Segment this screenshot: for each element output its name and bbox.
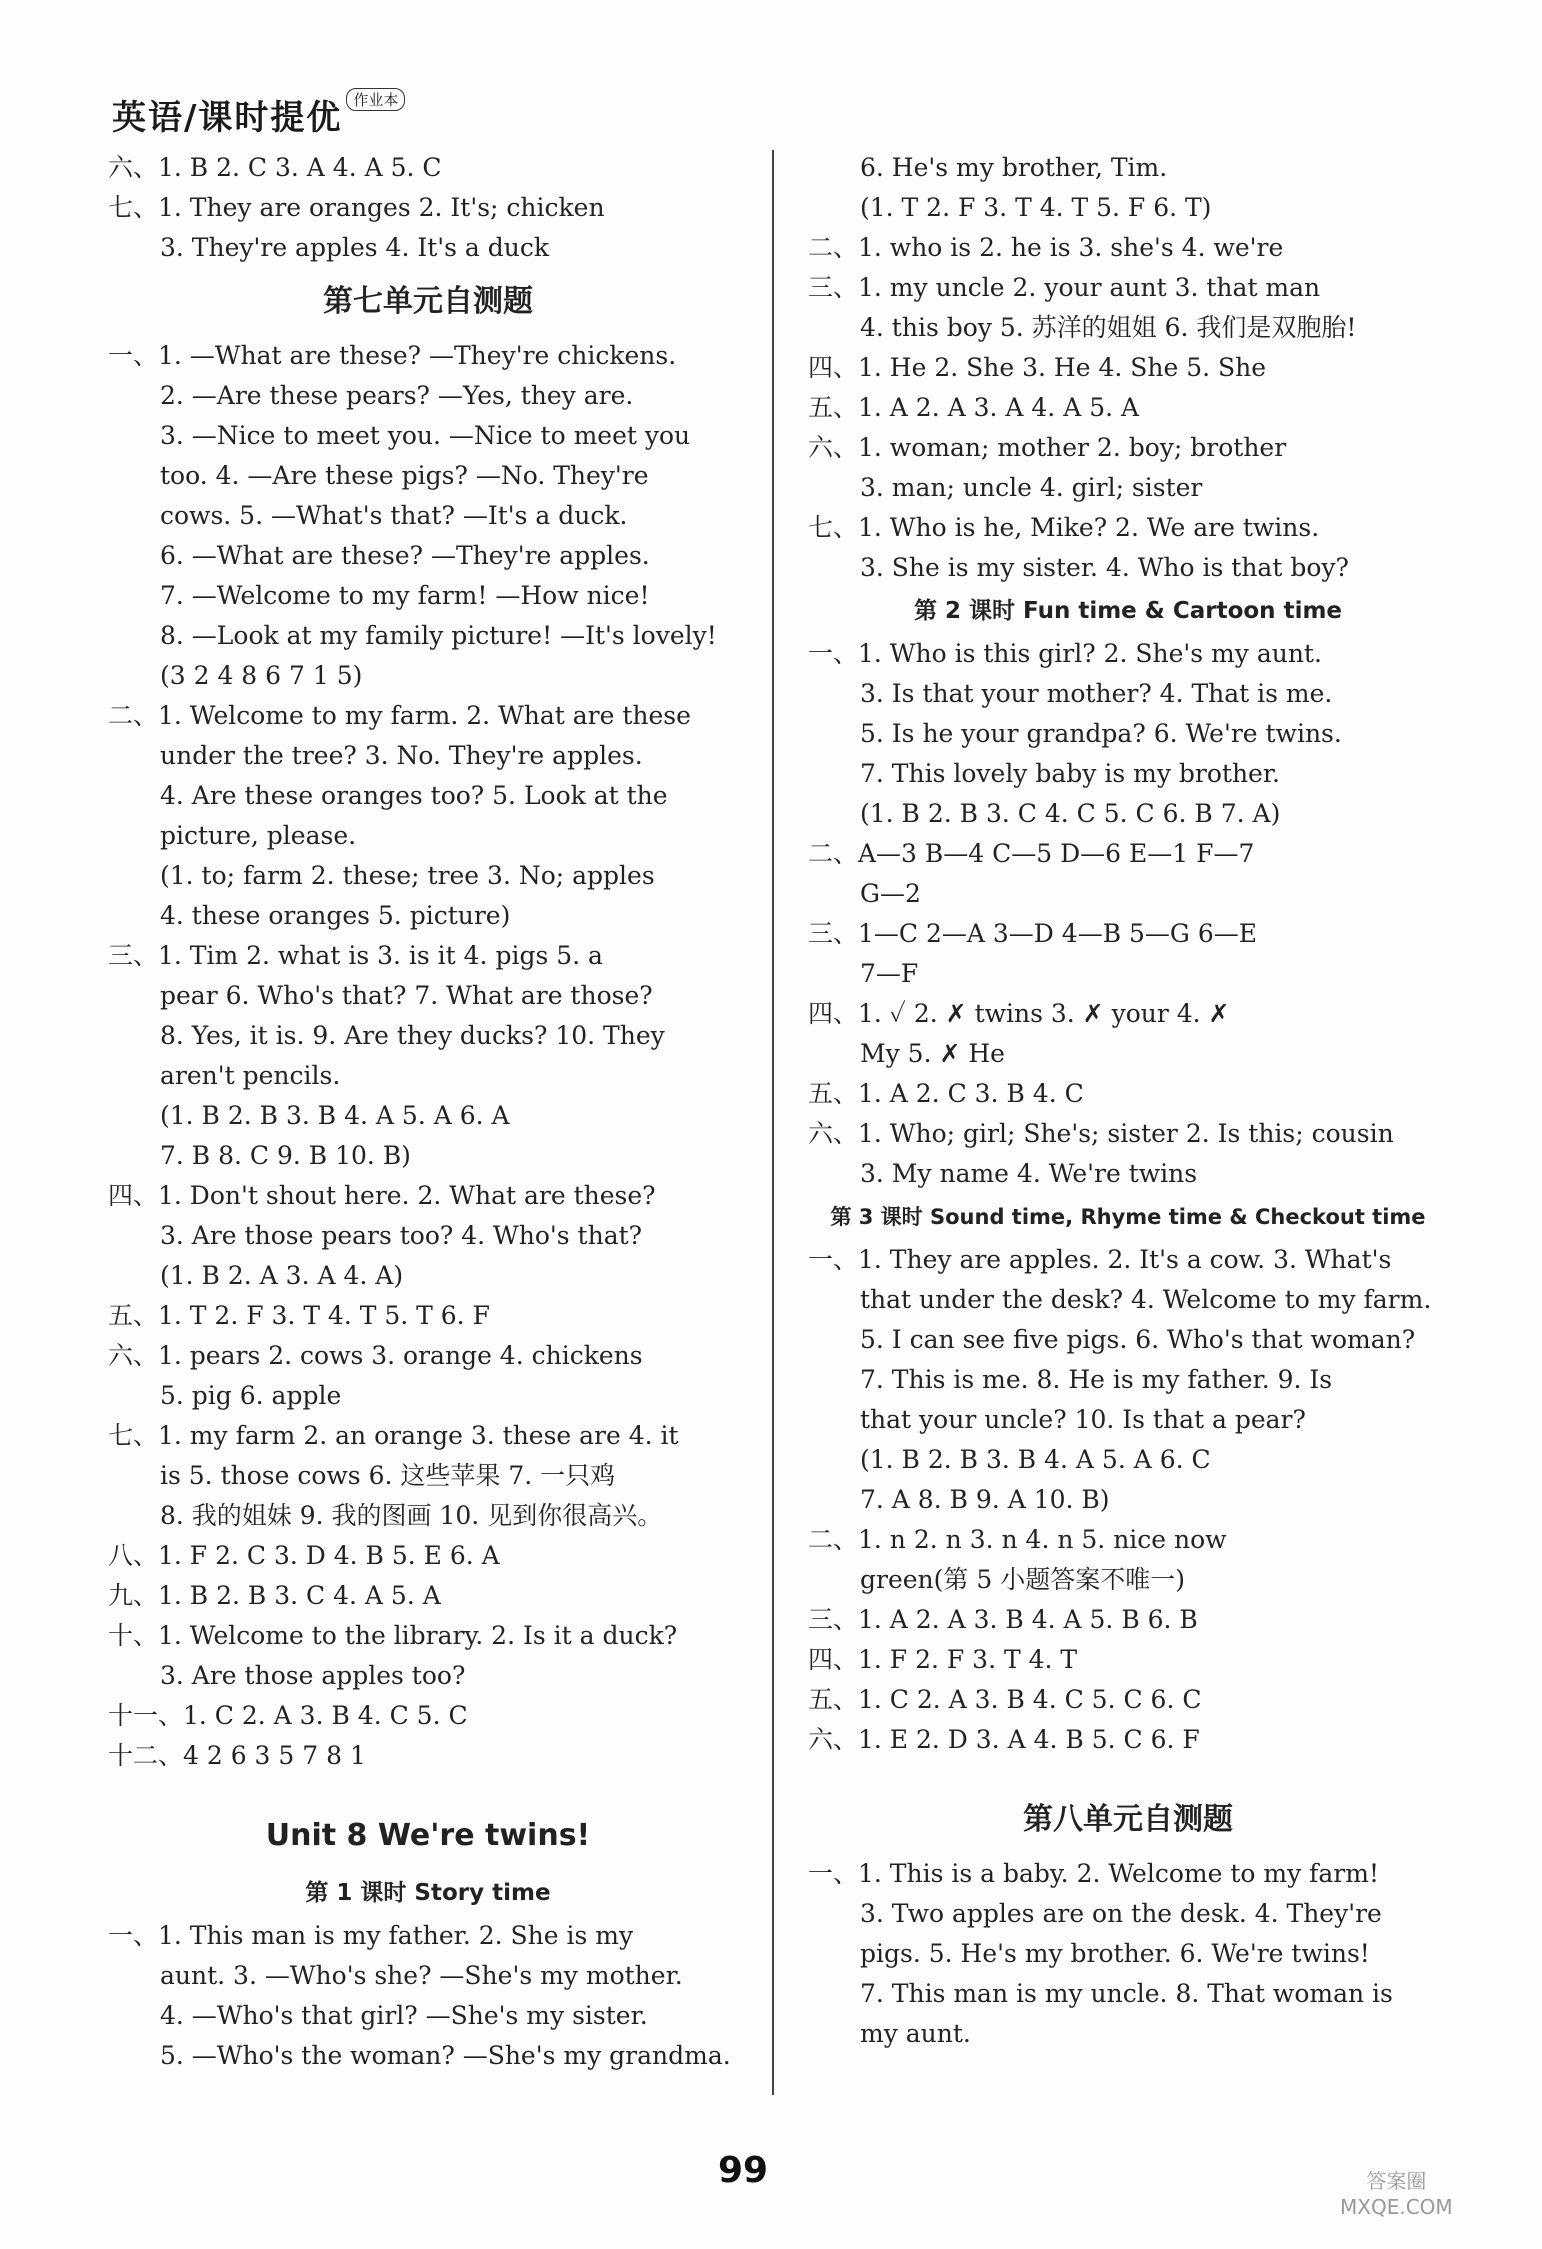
column-divider <box>772 150 774 2095</box>
brand-tag: 作业本 <box>346 88 405 111</box>
answer-line: 二、1. n 2. n 3. n 4. n 5. nice now <box>808 1525 1227 1554</box>
answer-line: 八、1. F 2. C 3. D 4. B 5. E 6. A <box>108 1541 500 1570</box>
answer-line: 7—F <box>860 959 919 988</box>
answer-line: my aunt. <box>860 2019 971 2048</box>
answer-line: that under the desk? 4. Welcome to my farm. <box>860 1285 1432 1314</box>
lesson1-title: 第 1 课时 Story time <box>305 1880 551 1906</box>
answer-line: 4. this boy 5. 苏洋的姐姐 6. 我们是双胞胎! <box>860 313 1357 342</box>
answer-line: too. 4. —Are these pigs? —No. They're <box>160 461 649 490</box>
answer-line: 3. Is that your mother? 4. That is me. <box>860 679 1333 708</box>
answer-line: 5. I can see five pigs. 6. Who's that woman? <box>860 1325 1416 1354</box>
answer-line: 3. She is my sister. 4. Who is that boy? <box>860 553 1349 582</box>
answer-line: (1. B 2. B 3. C 4. C 5. C 6. B 7. A) <box>860 799 1281 828</box>
answer-line: 三、1. Tim 2. what is 3. is it 4. pigs 5. a <box>108 941 603 970</box>
answer-line: 7. This lovely baby is my brother. <box>860 759 1281 788</box>
answer-line: 十二、4 2 6 3 5 7 8 1 <box>108 1741 366 1770</box>
answer-line: (1. B 2. B 3. B 4. A 5. A 6. A <box>160 1101 510 1130</box>
answer-line: aren't pencils. <box>160 1061 341 1090</box>
answer-line: 3. My name 4. We're twins <box>860 1159 1198 1188</box>
answer-line: (1. B 2. B 3. B 4. A 5. A 6. C <box>860 1445 1211 1474</box>
answer-line: 六、1. pears 2. cows 3. orange 4. chickens <box>108 1341 643 1370</box>
answer-line: 六、1. B 2. C 3. A 4. A 5. C <box>108 153 442 182</box>
answer-line: is 5. those cows 6. 这些苹果 7. 一只鸡 <box>160 1461 616 1490</box>
answer-line: 四、1. He 2. She 3. He 4. She 5. She <box>808 353 1267 382</box>
page-number: 99 <box>718 2150 769 2191</box>
answer-line: 五、1. T 2. F 3. T 4. T 5. T 6. F <box>108 1301 490 1330</box>
answer-line: 6. —What are these? —They're apples. <box>160 541 650 570</box>
answer-line: 8. —Look at my family picture! —It's lovely! <box>160 621 717 650</box>
answer-line: G—2 <box>860 879 921 908</box>
answer-line: 6. He's my brother, Tim. <box>860 153 1168 182</box>
answer-line: 4. —Who's that girl? —She's my sister. <box>160 2001 648 2030</box>
answer-line: 8. 我的姐妹 9. 我的图画 10. 见到你很高兴。 <box>160 1501 663 1530</box>
answer-line: picture, please. <box>160 821 357 850</box>
watermark <box>1340 2168 1453 2220</box>
answer-line: green(第 5 小题答案不唯一) <box>860 1565 1185 1594</box>
section-title-test8: 第八单元自测题 <box>1023 1802 1233 1837</box>
answer-line: 七、1. my farm 2. an orange 3. these are 4. it <box>108 1421 679 1450</box>
answer-line: 4. Are these oranges too? 5. Look at the <box>160 781 668 810</box>
answer-line: 3. Are those apples too? <box>160 1661 466 1690</box>
watermark-text: 答案圈 <box>1366 2169 1427 2193</box>
answer-line: pear 6. Who's that? 7. What are those? <box>160 981 653 1010</box>
answer-line: 8. Yes, it is. 9. Are they ducks? 10. They <box>160 1021 665 1050</box>
answer-line: that your uncle? 10. Is that a pear? <box>860 1405 1306 1434</box>
answer-line: 5. pig 6. apple <box>160 1381 342 1410</box>
header-brand <box>112 88 405 139</box>
answer-line: 六、1. woman; mother 2. boy; brother <box>808 433 1287 462</box>
answer-line: 3. Are those pears too? 4. Who's that? <box>160 1221 643 1250</box>
answer-line: pigs. 5. He's my brother. 6. We're twins! <box>860 1939 1370 1968</box>
watermark-url: MXQE.COM <box>1340 2195 1453 2219</box>
answer-line: 一、1. This man is my father. 2. She is my <box>108 1921 634 1950</box>
answer-line: 六、1. E 2. D 3. A 4. B 5. C 6. F <box>808 1725 1200 1754</box>
answer-line: 十一、1. C 2. A 3. B 4. C 5. C <box>108 1701 468 1730</box>
answer-line: 5. —Who's the woman? —She's my grandma. <box>160 2041 731 2070</box>
left-column <box>108 148 748 2076</box>
answer-line: 4. these oranges 5. picture) <box>160 901 511 930</box>
answer-line: 二、A—3 B—4 C—5 D—6 E—1 F—7 <box>808 839 1255 868</box>
answer-line: 三、1. my uncle 2. your aunt 3. that man <box>808 273 1321 302</box>
answer-line: 3. —Nice to meet you. —Nice to meet you <box>160 421 691 450</box>
answer-line: (1. to; farm 2. these; tree 3. No; apples <box>160 861 655 890</box>
answer-line: 7. B 8. C 9. B 10. B) <box>160 1141 411 1170</box>
answer-line: aunt. 3. —Who's she? —She's my mother. <box>160 1961 683 1990</box>
answer-line: 3. man; uncle 4. girl; sister <box>860 473 1203 502</box>
answer-line: 7. —Welcome to my farm! —How nice! <box>160 581 650 610</box>
answer-line: 一、1. Who is this girl? 2. She's my aunt. <box>808 639 1322 668</box>
unit8-title: Unit 8 We're twins! <box>265 1818 591 1853</box>
answer-line: 3. Two apples are on the desk. 4. They're <box>860 1899 1382 1928</box>
answer-line: 四、1. F 2. F 3. T 4. T <box>808 1645 1078 1674</box>
lesson2-title: 第 2 课时 Fun time & Cartoon time <box>913 598 1343 624</box>
answer-line: 5. Is he your grandpa? 6. We're twins. <box>860 719 1342 748</box>
answer-line: 一、1. They are apples. 2. It's a cow. 3. What's <box>808 1245 1392 1274</box>
answer-line: (3 2 4 8 6 7 1 5) <box>160 661 363 690</box>
answer-line: 7. This is me. 8. He is my father. 9. Is <box>860 1365 1333 1394</box>
answer-line: 四、1. Don't shout here. 2. What are these? <box>108 1181 656 1210</box>
answer-line: 2. —Are these pears? —Yes, they are. <box>160 381 634 410</box>
answer-line: 六、1. Who; girl; She's; sister 2. Is this; cousin <box>808 1119 1394 1148</box>
answer-line: 二、1. who is 2. he is 3. she's 4. we're <box>808 233 1284 262</box>
answer-line: My 5. ✗ He <box>860 1039 1005 1068</box>
brand-title: 英语/课时提优 <box>112 98 343 138</box>
answer-line: 五、1. C 2. A 3. B 4. C 5. C 6. C <box>808 1685 1202 1714</box>
answer-line: 三、1—C 2—A 3—D 4—B 5—G 6—E <box>808 919 1257 948</box>
answer-line: 九、1. B 2. B 3. C 4. A 5. A <box>108 1581 441 1610</box>
answer-line: (1. T 2. F 3. T 4. T 5. F 6. T) <box>860 193 1212 222</box>
answer-line: (1. B 2. A 3. A 4. A) <box>160 1261 404 1290</box>
answer-line: 二、1. Welcome to my farm. 2. What are these <box>108 701 691 730</box>
answer-line: 四、1. ✓ 2. ✗ twins 3. ✗ your 4. ✗ <box>808 999 1230 1028</box>
answer-line: 七、1. Who is he, Mike? 2. We are twins. <box>808 513 1320 542</box>
answer-line: 十、1. Welcome to the library. 2. Is it a duck? <box>108 1621 678 1650</box>
answer-line: 五、1. A 2. C 3. B 4. C <box>808 1079 1084 1108</box>
answer-line: 一、1. This is a baby. 2. Welcome to my farm! <box>808 1859 1380 1888</box>
section-title-test7: 第七单元自测题 <box>323 284 533 319</box>
answer-line: under the tree? 3. No. They're apples. <box>160 741 643 770</box>
answer-line: 一、1. —What are these? —They're chickens. <box>108 341 677 370</box>
answer-line: 三、1. A 2. A 3. B 4. A 5. B 6. B <box>808 1605 1198 1634</box>
answer-line: 3. They're apples 4. It's a duck <box>160 233 550 262</box>
answer-line: 七、1. They are oranges 2. It's; chicken <box>108 193 605 222</box>
answer-line: 7. This man is my uncle. 8. That woman is <box>860 1979 1393 2008</box>
right-column <box>808 148 1448 2054</box>
answer-line: 7. A 8. B 9. A 10. B) <box>860 1485 1110 1514</box>
lesson3-title: 第 3 课时 Sound time, Rhyme time & Checkout time <box>830 1205 1426 1229</box>
answer-line: 五、1. A 2. A 3. A 4. A 5. A <box>808 393 1140 422</box>
answer-line: cows. 5. —What's that? —It's a duck. <box>160 501 628 530</box>
